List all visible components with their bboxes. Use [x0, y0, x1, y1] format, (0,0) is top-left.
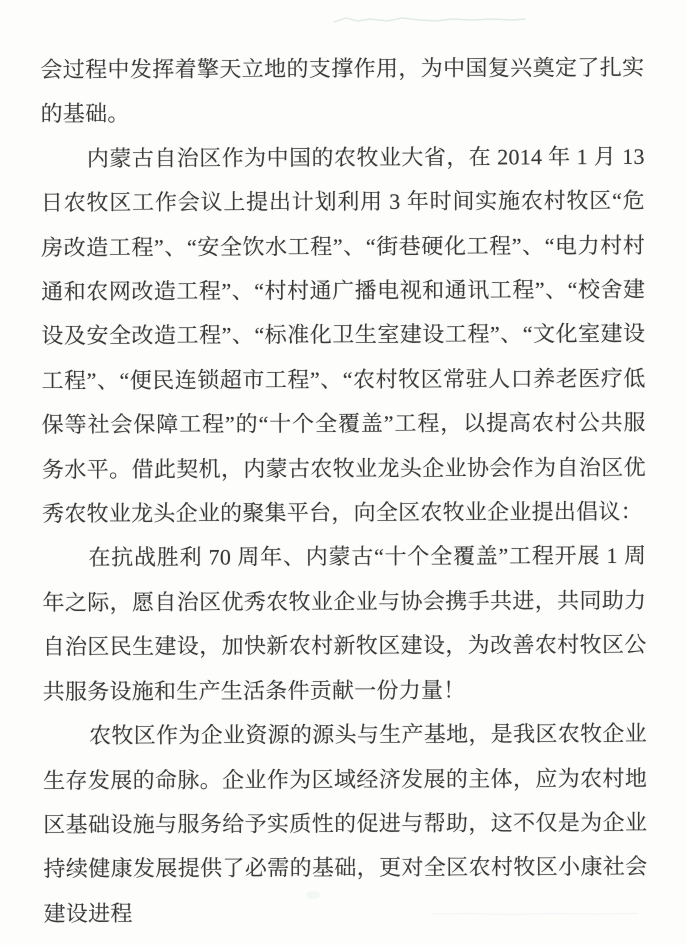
paragraph: 在抗战胜利 70 周年、内蒙古“十个全覆盖”工程开展 1 周年之际，愿自治区优秀农牧业企业与协会携手共进，共同助力自治区民生建设，加快新农村新牧区建设，为改善农村牧区公共服务设施和生产生活条件贡献一份力量！	[42, 543, 647, 704]
paragraph: 会过程中发挥着擎天立地的支撑作用，为中国复兴奠定了扎实的基础。	[40, 54, 645, 127]
document-body	[40, 46, 647, 936]
paragraph: 农牧区作为企业资源的源头与生产基地，是我区农牧企业生存发展的命脉。企业作为区域经济发展的主体，应为农村地区基础设施与服务给予实质性的促进与帮助，这不仅是为企业持续健康发展提供了必需的基础，更对全区农村牧区小康社会建设进程	[43, 720, 648, 926]
scan-artifact-top-scratch	[332, 15, 527, 25]
paragraph: 内蒙古自治区作为中国的农牧业大省，在 2014 年 1 月 13 日农牧区工作会议上提出计划利用 3 年时间实施农村牧区“危房改造工程”、“安全饮水工程”、“街巷硬化工程”、“电力村村通和农网改造工程”、“村村通广播电视和通讯工程”、“校舍建设及安全改造工程”、“标准化卫生室建设工程”、“文化室建设工程”、“便民连锁超市工程”、“农村牧区常驻人口养老医疗低保等社会保障工程”的“十个全覆盖”工程，以提高农村公共服务水平。借此契机，内蒙古农牧业龙头企业协会作为自治区优秀农牧业龙头企业的聚集平台，向全区农牧业企业提出倡议：	[40, 143, 646, 527]
